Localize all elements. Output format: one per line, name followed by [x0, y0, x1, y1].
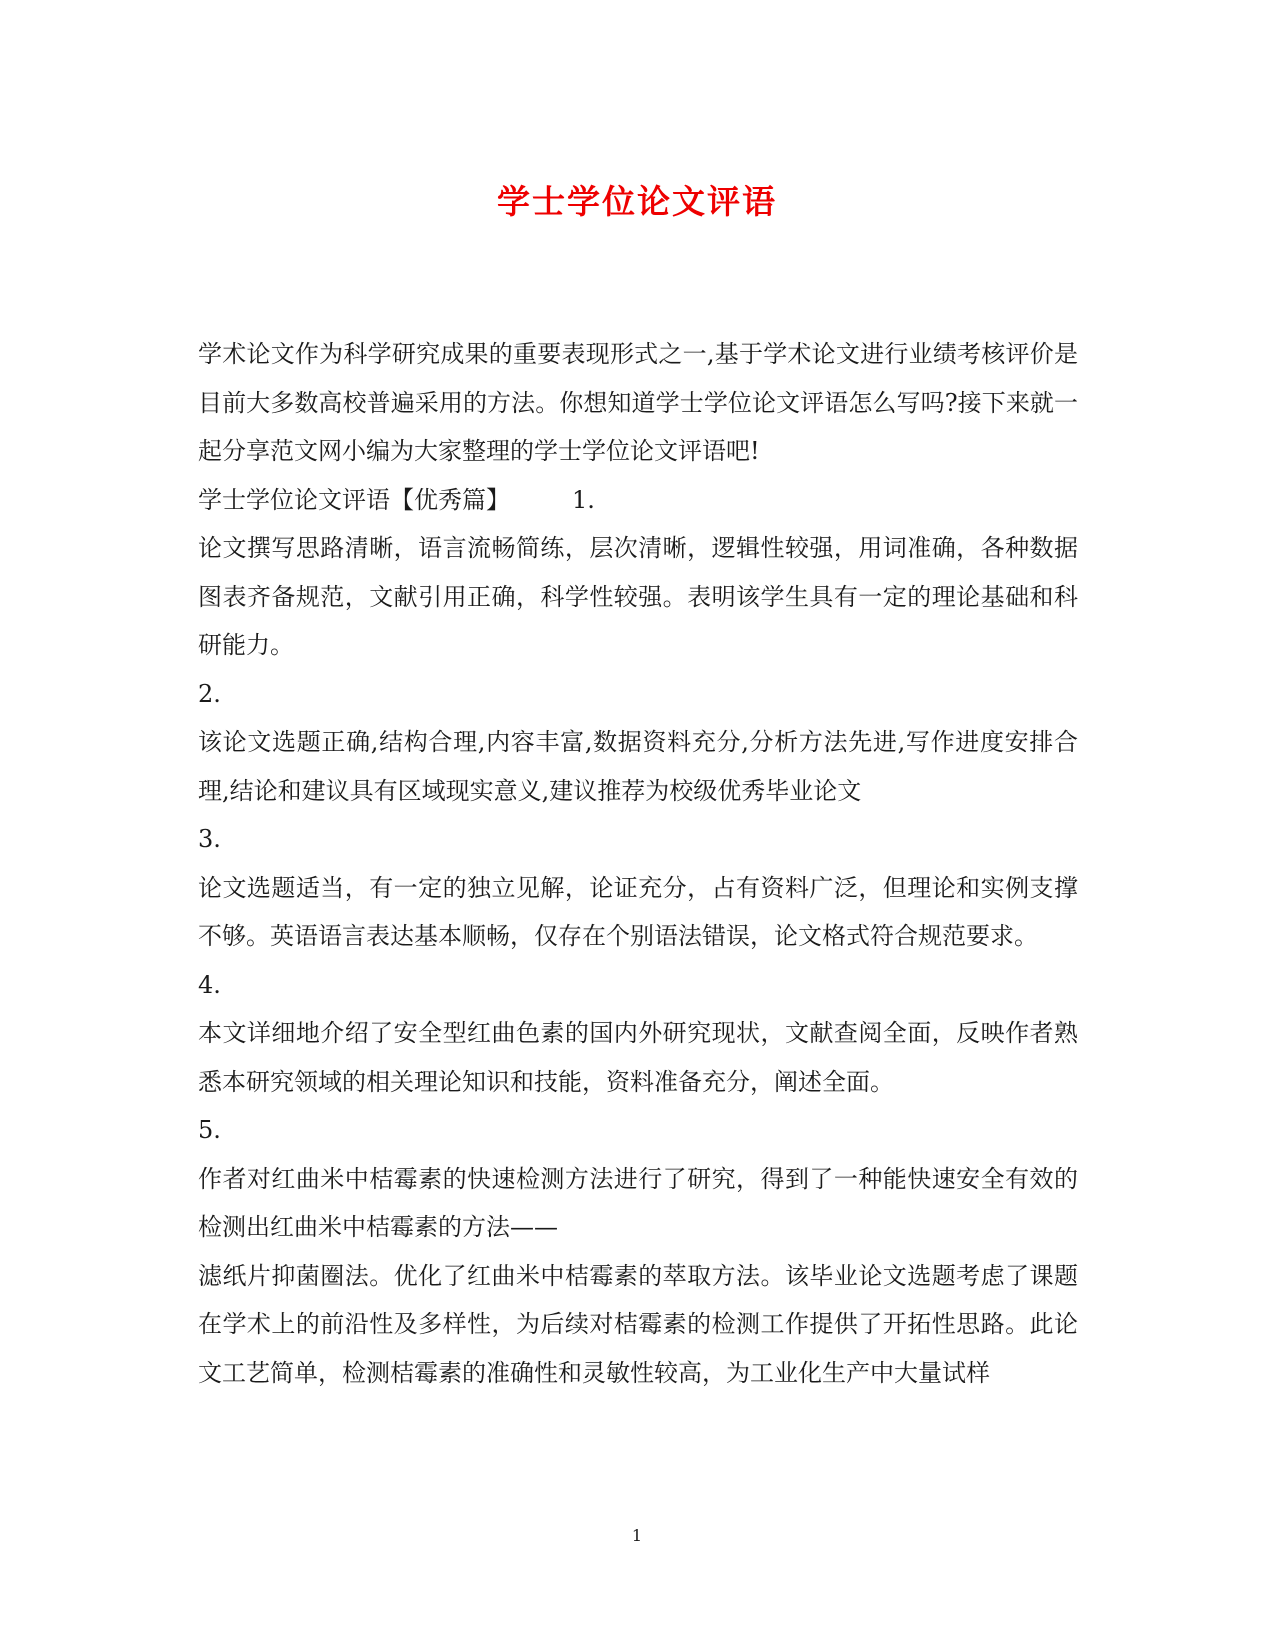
section-heading: 学士学位论文评语【优秀篇】 [198, 485, 510, 514]
item-text: 论文选题适当，有一定的独立见解，论证充分，占有资料广泛，但理论和实例支撑不够。英语语言表达基本顺畅，仅存在个别语法错误，论文格式符合规范要求。 [198, 873, 1078, 950]
document-title: 学士学位论文评语 [497, 182, 777, 221]
item-text: 该论文选题正确,结构合理,内容丰富,数据资料充分,分析方法先进,写作进度安排合理,结论和建议具有区域现实意义,建议推荐为校级优秀毕业论文 [198, 728, 1078, 805]
section-heading-line [198, 476, 1078, 525]
item-number: 1. [572, 485, 595, 514]
document-body [198, 330, 1078, 1397]
item-text: 本文详细地介绍了安全型红曲色素的国内外研究现状，文献查阅全面，反映作者熟悉本研究领域的相关理论知识和技能，资料准备充分，阐述全面。 [198, 1019, 1078, 1096]
item-number: 4. [198, 970, 221, 999]
item-text: 论文撰写思路清晰，语言流畅简练，层次清晰，逻辑性较强，用词准确，各种数据图表齐备规范，文献引用正确，科学性较强。表明该学生具有一定的理论基础和科研能力。 [198, 534, 1078, 659]
item-text: 作者对红曲米中桔霉素的快速检测方法进行了研究，得到了一种能快速安全有效的检测出红曲米中桔霉素的方法—— [198, 1164, 1078, 1241]
item-number: 5. [198, 1116, 221, 1144]
intro-paragraph: 学术论文作为科学研究成果的重要表现形式之一,基于学术论文进行业绩考核评价是目前大多数高校普遍采用的方法。你想知道学士学位论文评语怎么写吗?接下来就一起分享范文网小编为大家整理的学士学位论文评语吧! [198, 340, 1078, 465]
item-number: 3. [198, 825, 221, 853]
page-number: 1 [631, 1526, 643, 1545]
item-number: 2. [198, 679, 221, 708]
item-text-continued: 滤纸片抑菌圈法。优化了红曲米中桔霉素的萃取方法。该毕业论文选题考虑了课题在学术上的前沿性及多样性，为后续对桔霉素的检测工作提供了开拓性思路。此论文工艺简单，检测桔霉素的准确性和灵敏性较高，为工业化生产中大量试样 [198, 1261, 1078, 1387]
